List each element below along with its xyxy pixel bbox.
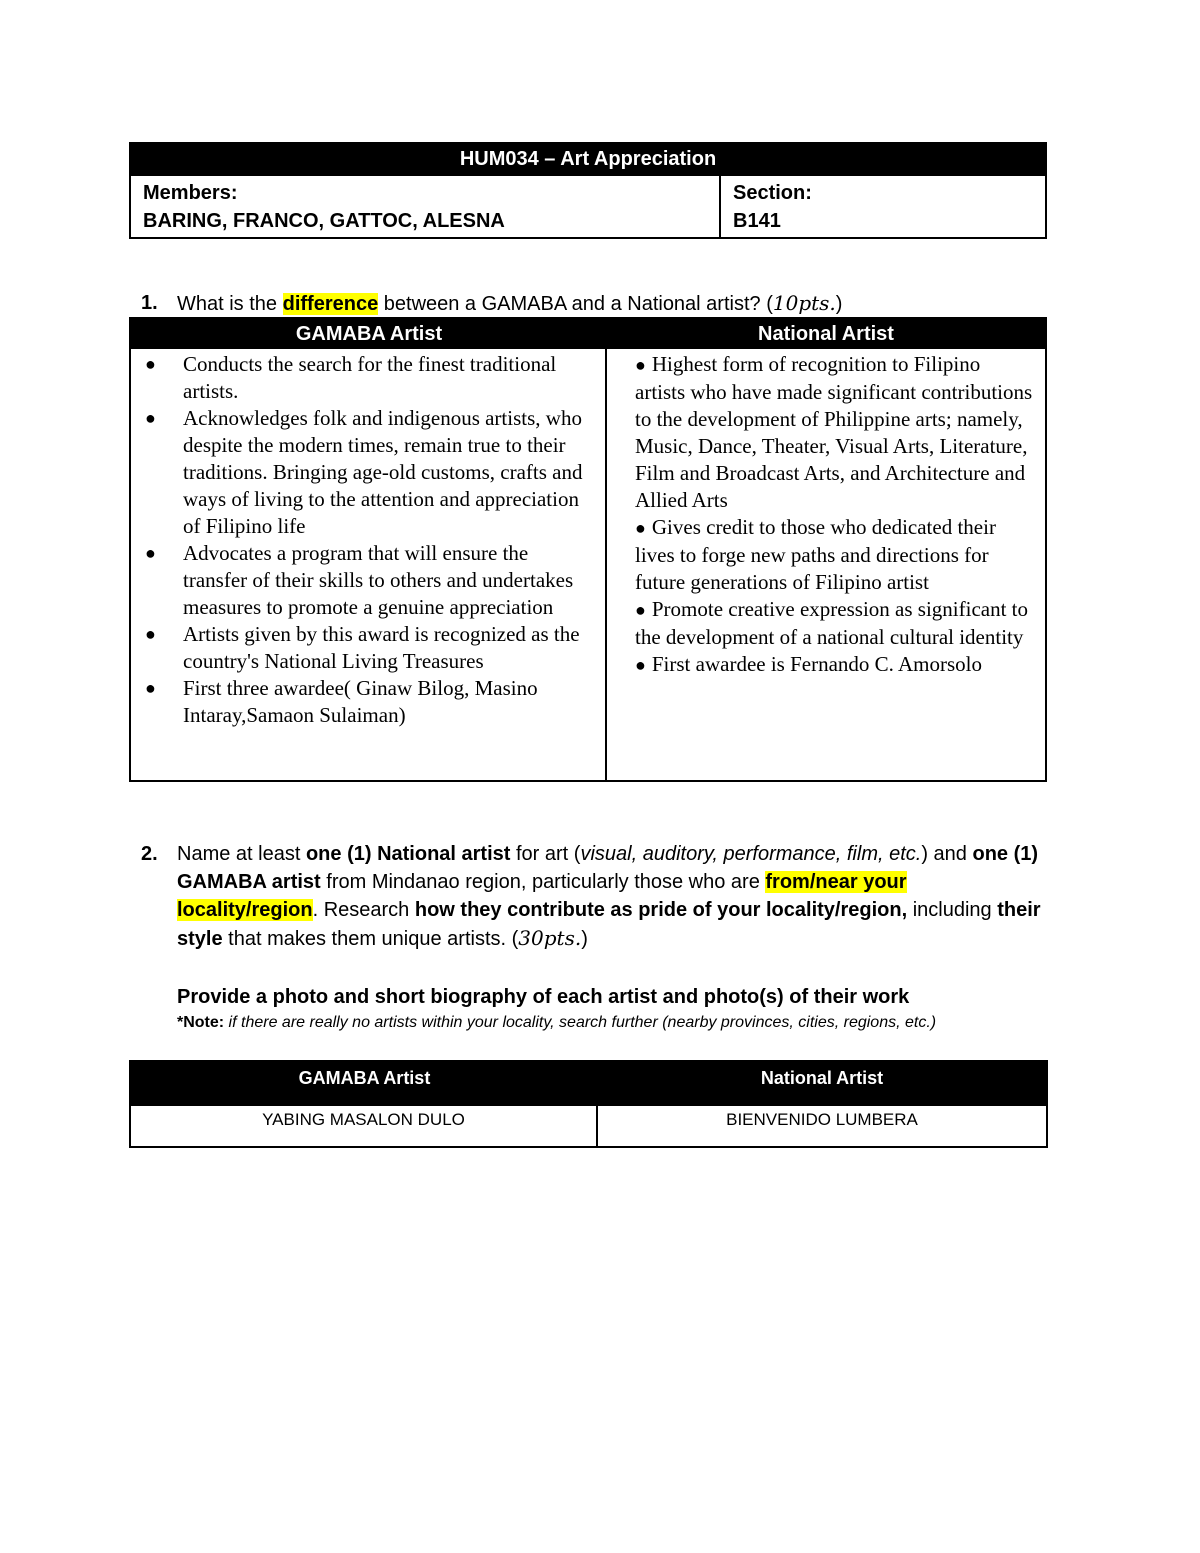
comparison-table <box>129 317 1047 782</box>
q1-text-b: between a GAMABA and a National artist? ( <box>378 293 773 315</box>
q2-text-italic: visual, auditory, performance, film, etc. <box>580 843 922 865</box>
members-label: Members: <box>143 182 238 204</box>
gamaba-item-text: Advocates a program that will ensure the transfer of their skills to others and undertakes measures to promote a genuine appreciation <box>183 541 574 619</box>
members-cell <box>131 176 721 237</box>
gamaba-item-text: Artists given by this award is recognized as the country's National Living Treasures <box>183 622 580 673</box>
q2-text-bold: how they contribute as pride of your locality/region, <box>414 899 908 921</box>
q2-text: . Research <box>312 899 415 921</box>
q2-text-bold: their style <box>177 899 1041 950</box>
q2-points: 30pts. <box>518 926 582 950</box>
gamaba-header: GAMABA Artist <box>295 323 443 345</box>
national-item-text: Highest form of recognition to Filipino artists who have made significant contributions to the development of Philippine arts; namely, Music, Dance, Theater, Visual Arts, Literature, Film and Broadcast Arts, and Architecture and Allied Arts <box>635 352 1033 512</box>
national-header: National Artist <box>760 1068 884 1088</box>
artists-table-header <box>131 1062 1046 1104</box>
q2-text: ) and <box>921 843 973 865</box>
list-item <box>145 405 597 540</box>
q1-text-c: ) <box>835 293 843 315</box>
national-artist-name: BIENVENIDO LUMBERA <box>726 1110 918 1129</box>
gamaba-item-text: Acknowledges folk and indigenous artists, who despite the modern times, remain true to their traditions. Bringing age-old customs, crafts and ways of living to the attention and appreciation of Filipino life <box>183 406 583 538</box>
q1-points: 10pts. <box>772 291 836 315</box>
question-2-text <box>177 840 1046 953</box>
gamaba-header: GAMABA Artist <box>298 1068 431 1088</box>
bullet-icon: ● <box>635 655 646 675</box>
gamaba-column <box>131 349 607 780</box>
q2-text: ) <box>581 928 588 950</box>
question-1-text <box>177 289 1041 318</box>
gamaba-list <box>145 351 597 729</box>
provide-instruction: Provide a photo and short biography of each artist and photo(s) of their work <box>177 986 910 1008</box>
q2-text: for art ( <box>510 843 581 865</box>
national-list <box>635 351 1035 679</box>
national-item-text: First awardee is Fernando C. Amorsolo <box>651 652 982 676</box>
question-1-number: 1. <box>141 292 158 314</box>
list-item <box>145 675 597 729</box>
section-label: Section: <box>733 182 812 204</box>
national-item-text: Promote creative expression as significant to the development of a national cultural identity <box>635 597 1029 649</box>
section-value: B141 <box>733 210 781 232</box>
list-item <box>635 351 1035 514</box>
question-1 <box>141 289 1041 317</box>
list-item <box>145 621 597 675</box>
section-cell <box>721 176 1045 237</box>
national-column <box>607 349 1045 780</box>
members-value: BARING, FRANCO, GATTOC, ALESNA <box>143 210 505 232</box>
national-item-text: Gives credit to those who dedicated their lives to forge new paths and directions for future generations of Filipino artist <box>635 515 996 594</box>
list-item <box>635 596 1035 651</box>
list-item <box>635 514 1035 596</box>
q2-text: Name at least <box>177 843 306 865</box>
table-row <box>131 1104 1046 1148</box>
gamaba-item-text: First three awardee( Ginaw Bilog, Masino Intaray,Samaon Sulaiman) <box>183 676 538 727</box>
bullet-icon: ● <box>145 543 156 563</box>
artists-table <box>129 1060 1048 1148</box>
bullet-icon: ● <box>145 678 156 698</box>
bullet-icon: ● <box>635 355 646 375</box>
gamaba-artist-name: YABING MASALON DULO <box>131 1106 598 1148</box>
bullet-icon: ● <box>145 354 156 374</box>
question-2-number: 2. <box>141 843 158 865</box>
note-text: if there are really no artists within your locality, search further (nearby provinces, cities, regions, etc.) <box>224 1014 937 1031</box>
comparison-table-body <box>131 349 1045 780</box>
q1-text-a: What is the <box>177 293 283 315</box>
course-title: HUM034 – Art Appreciation <box>131 144 1045 174</box>
list-item <box>635 651 1035 679</box>
bullet-icon: ● <box>145 624 156 644</box>
q2-text: that makes them unique artists. ( <box>222 928 519 950</box>
list-item <box>145 540 597 621</box>
note <box>177 1011 1057 1035</box>
course-header-table <box>129 142 1047 239</box>
q2-text-bold: one (1) GAMABA artist <box>177 843 1039 893</box>
bullet-icon: ● <box>635 518 646 538</box>
bullet-icon: ● <box>635 600 646 620</box>
bullet-icon: ● <box>145 408 156 428</box>
list-item <box>145 351 597 405</box>
note-label: *Note: <box>177 1014 225 1031</box>
national-header: National Artist <box>758 323 894 345</box>
comparison-table-header <box>131 319 1045 349</box>
question-2 <box>141 840 1046 950</box>
q2-text-bold: one (1) National artist <box>305 843 511 865</box>
gamaba-item-text: Conducts the search for the finest traditional artists. <box>183 352 557 403</box>
q2-highlight: from/near your locality/region <box>177 871 907 921</box>
q2-text: from Mindanao region, particularly those who are <box>320 871 766 893</box>
q2-text: including <box>907 899 998 921</box>
header-row <box>131 174 1045 237</box>
q1-highlight: difference <box>282 293 379 315</box>
